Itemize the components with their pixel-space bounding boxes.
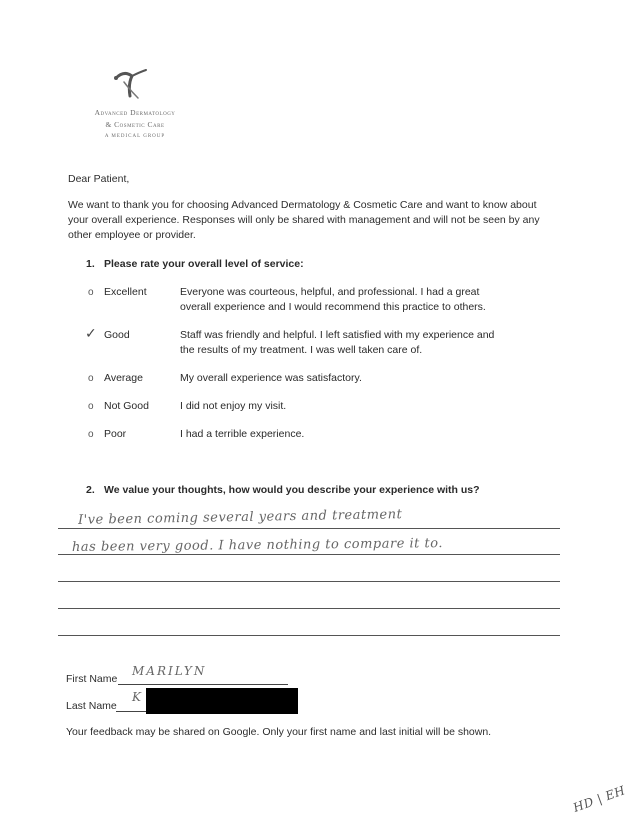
answer-rule-4	[58, 608, 560, 609]
option-desc-good-2: the results of my treatment. I was well taken care of.	[180, 344, 423, 356]
question-2-text: We value your thoughts, how would you describe your experience with us?	[104, 484, 480, 496]
logo-line-3: A MEDICAL GROUP	[104, 134, 166, 139]
last-name-label: Last Name	[66, 700, 117, 712]
first-name-value: MARILYN	[132, 664, 207, 678]
answer-line-1: I've been coming several years and treatment	[77, 507, 403, 528]
option-desc-excellent-1: Everyone was courteous, helpful, and professional. I had a great	[180, 286, 480, 298]
option-label-good: Good	[104, 329, 130, 341]
question-1-text: Please rate your overall level of service:	[104, 258, 304, 270]
answer-rule-5	[58, 635, 560, 636]
checkmark-icon[interactable]: ✓	[85, 326, 97, 342]
first-name-line	[118, 684, 288, 685]
answer-rule-3	[58, 581, 560, 582]
greeting: Dear Patient,	[68, 173, 130, 185]
answer-rule-1	[58, 528, 560, 529]
radio-not-good[interactable]: o	[88, 401, 94, 412]
figure-logo-icon	[110, 68, 150, 102]
logo-line-2: & Cosmetic Care	[105, 120, 165, 129]
footer-note: Your feedback may be shared on Google. Only your first name and last initial will be shown.	[66, 726, 492, 738]
option-label-average: Average	[104, 372, 143, 384]
logo-line-1: Advanced Dermatology	[94, 108, 176, 117]
radio-excellent[interactable]: o	[88, 287, 94, 298]
option-desc-average: My overall experience was satisfactory.	[180, 372, 362, 384]
last-name-line	[116, 711, 150, 712]
intro-line-2: your overall experience. Responses will only be shared with management and will not be seen by any	[68, 214, 540, 226]
redaction-block	[146, 688, 298, 714]
first-name-label: First Name	[66, 673, 118, 685]
intro-line-1: We want to thank you for choosing Advanced Dermatology & Cosmetic Care and want to know about	[68, 199, 537, 211]
option-desc-excellent-2: overall experience and I would recommend this practice to others.	[180, 301, 486, 313]
option-desc-good-1: Staff was friendly and helpful. I left satisfied with my experience and	[180, 329, 495, 341]
practice-logo	[70, 68, 200, 139]
option-desc-poor: I had a terrible experience.	[180, 428, 305, 440]
intro-line-3: other employee or provider.	[68, 229, 196, 241]
option-label-excellent: Excellent	[104, 286, 147, 298]
question-2-number: 2.	[86, 484, 95, 496]
answer-line-2: has been very good. I have nothing to compare it to.	[71, 536, 444, 555]
last-name-value: K	[132, 690, 142, 704]
radio-poor[interactable]: o	[88, 429, 94, 440]
answer-rule-2	[58, 554, 560, 555]
option-label-not-good: Not Good	[104, 400, 149, 412]
question-1-number: 1.	[86, 258, 95, 270]
option-label-poor: Poor	[104, 428, 127, 440]
corner-initials: HD | EH	[571, 783, 628, 815]
option-desc-not-good: I did not enjoy my visit.	[180, 400, 287, 412]
radio-average[interactable]: o	[88, 373, 94, 384]
